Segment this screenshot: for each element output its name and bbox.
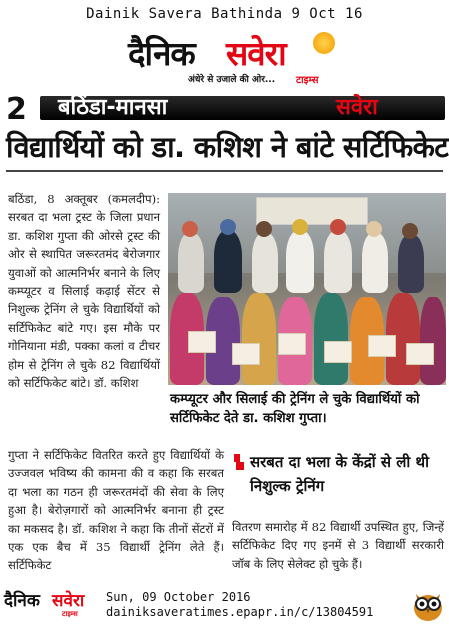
headline-rule <box>6 170 443 172</box>
photo-head <box>182 221 198 237</box>
photo-person <box>252 233 278 293</box>
owl-icon <box>410 588 446 622</box>
footer-savera: सवेरा <box>52 591 85 611</box>
photo-person <box>286 231 314 293</box>
clipping-caption: Dainik Savera Bathinda 9 Oct 16 <box>86 6 363 22</box>
photo-person <box>362 233 388 293</box>
photo-person <box>242 293 276 385</box>
masthead-tagline: अंधेरे से उजाले की ओर... <box>188 75 276 85</box>
photo-certificate <box>188 331 216 353</box>
photo-caption: कम्प्यूटर और सिलाई की ट्रेनिंग ले चुके विद्यार्थियों को सर्टिफिकेट देते डा. कशिश गुप्ता। <box>170 392 420 426</box>
section-banner <box>0 92 449 127</box>
footer-times: टाइम्स <box>62 610 78 618</box>
masthead-times: टाइम्स <box>296 75 319 86</box>
article-continued-column: गुप्ता ने सर्टिफिकेट वितरित करते हुए विद्यार्थियों के उज्जवल भविष्य की कामना की व कहा कि सरबत दा भला का गठन ही जरूरतमंदों की सेवा के लिए हुआ है। बेरोज़गारों को आत्मनिर्भर बनाना ही ट्रस्ट का मकसद है। डॉ. कशिश ने कहा कि तीनों सेंटरों में एक एक बैच में 35 विद्यार्थी ट्रेनिंग लेते हैं। सर्टिफिकेट <box>8 448 224 573</box>
photo-person <box>178 233 204 293</box>
photo-person <box>214 231 242 293</box>
photo-certificate <box>368 335 396 357</box>
footer-info <box>106 590 373 620</box>
subheadline-marker <box>234 454 240 462</box>
section-city: बठिंडा-मानसा <box>58 95 168 120</box>
masthead-logo <box>128 28 332 90</box>
article-right-column: वितरण समारोह में 82 विद्यार्थी उपस्थित हुए, जिन्हें सर्टिफिकेट दिए गए इनमें से 3 विद्यार्थी सरकारी जॉब के लिए सेलेक्ट हो चुके हैं। <box>232 520 444 571</box>
photo-certificate <box>406 343 434 365</box>
subheadline: सरबत दा भला के केंद्रों से ली थी निशुल्क ट्रेनिंग <box>250 453 429 495</box>
subheadline-box <box>230 450 446 514</box>
section-savera: सवेरा <box>336 95 378 120</box>
footer-logo <box>4 588 102 620</box>
footer-dainik: दैनिक <box>4 591 40 611</box>
page-number: 2 <box>6 92 27 127</box>
photo-person <box>420 297 446 385</box>
photo-person <box>314 293 348 385</box>
masthead-dainik: दैनिक <box>128 34 195 73</box>
photo-head <box>330 219 346 235</box>
photo-head <box>292 219 308 235</box>
photo-head <box>220 219 236 235</box>
footer-url[interactable]: dainiksaveratimes.epapr.in/c/13804591 <box>106 605 374 619</box>
subheadline-marker <box>236 462 244 470</box>
article-left-column: बठिंडा, 8 अक्तूबर (कमलदीप): सरबत दा भला ट्रस्ट के जिला प्रधान डा. कशिश गुप्ता की ओरसे ट्रस्ट की ओर से स्थापित जरूरतमंद बेरोजगार युवाओं को आत्मनिर्भर बनाने के लिए कम्प्यूटर व सिलाई कढ़ाई सेंटर से निशुल्क ट्रेनिंग ले चुके विद्यार्थियों को सर्टिफिकेट बांटे गए। इस मौके पर गोनियाना मंडी, पक्का कलां व टीचर होम से ट्रेनिंग ले चुके 82 विद्यार्थियों को सर्टिफिकेट बांटे। डॉ. कशिश <box>8 192 160 391</box>
article-photo <box>168 193 446 385</box>
sun-icon <box>313 32 335 54</box>
photo-person <box>324 231 352 293</box>
photo-certificate <box>278 333 306 355</box>
photo-head <box>402 223 418 239</box>
photo-head <box>366 221 382 237</box>
photo-certificate <box>232 343 260 365</box>
footer-date: Sun, 09 October 2016 <box>106 590 251 604</box>
headline: विद्यार्थियों को डा. कशिश ने बांटे सर्टिफिकेट <box>6 130 449 164</box>
photo-head <box>256 221 272 237</box>
masthead-savera: सवेरा <box>226 34 286 73</box>
photo-banner <box>256 197 368 225</box>
photo-certificate <box>324 341 352 363</box>
photo-person <box>398 235 424 293</box>
